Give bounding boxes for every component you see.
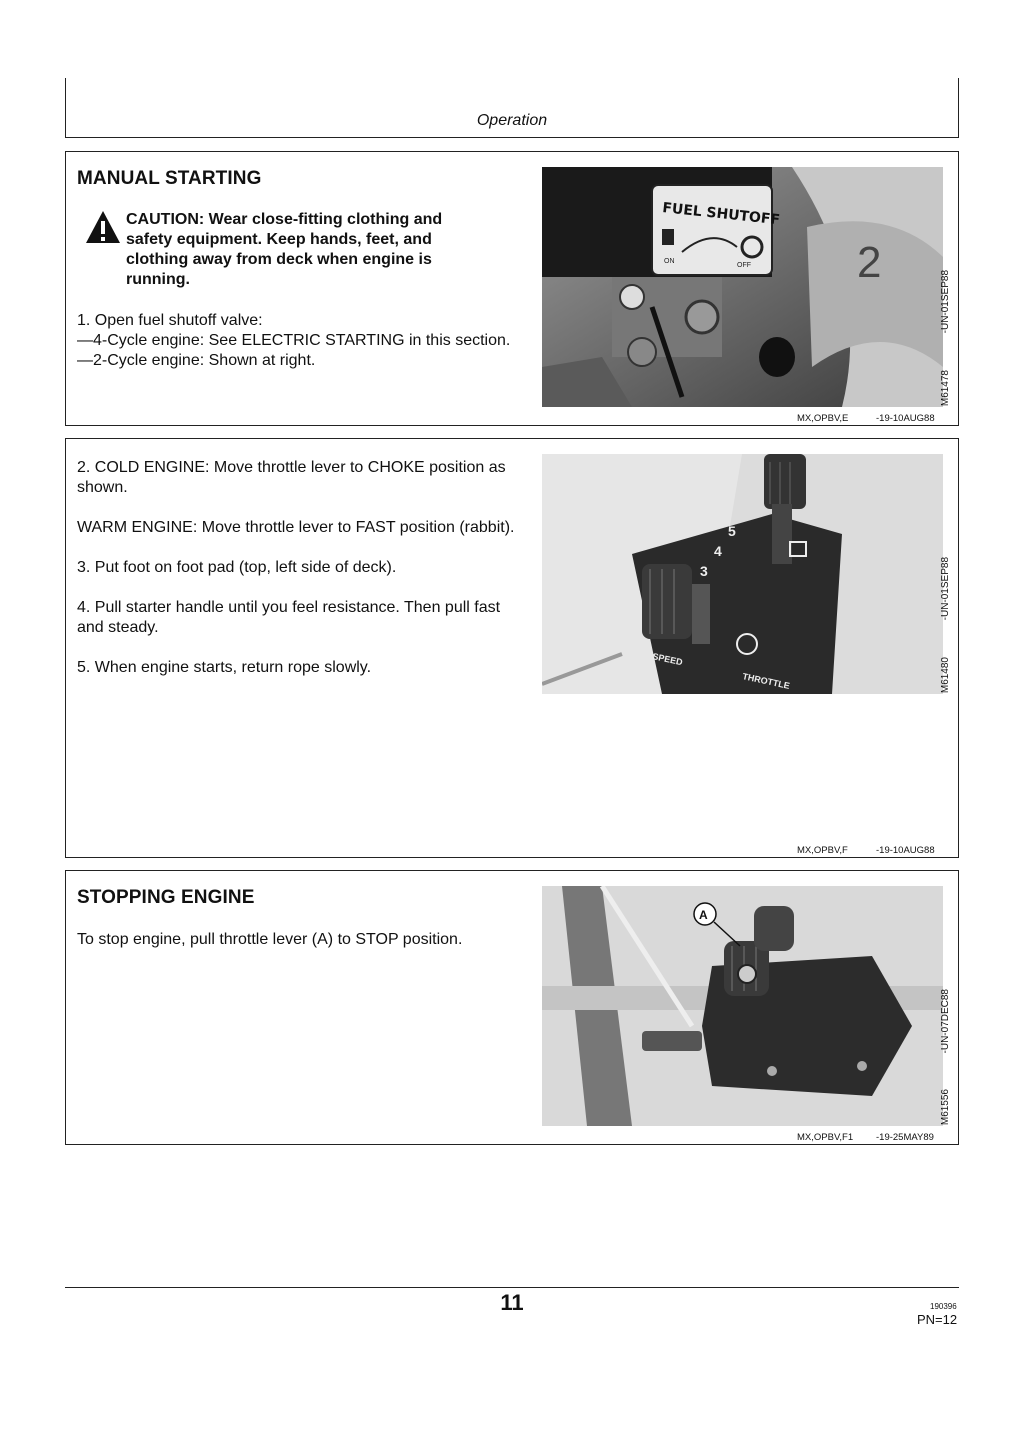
step-text: 1. Open fuel shutoff valve: <box>77 312 263 329</box>
reference-date: -19-25MAY89 <box>876 1132 934 1143</box>
figure-code-top: -UN-07DEC88 <box>940 989 951 1054</box>
page-number: 11 <box>500 1290 524 1315</box>
throttle-choke-photo <box>542 454 943 694</box>
step-paragraph: To stop engine, pull throttle lever (A) to STOP position. <box>77 931 463 948</box>
off-label: OFF <box>737 262 751 269</box>
pn-number: PN=12 <box>917 1312 958 1327</box>
callout-a-label: A <box>699 908 708 922</box>
stopping-engine-steps <box>77 930 517 970</box>
step-text: —4-Cycle engine: See ELECTRIC STARTING in this section. <box>77 332 511 349</box>
speed-label: SPEED <box>651 651 684 668</box>
throttle-label: THROTTLE <box>741 671 791 691</box>
position-5-label: 5 <box>728 523 736 539</box>
reference-date: -19-10AUG88 <box>876 845 935 856</box>
reference-code: MX,OPBV,F <box>797 845 848 856</box>
manual-starting-heading: MANUAL STARTING <box>77 168 262 189</box>
warning-icon <box>85 210 121 244</box>
caution-text: CAUTION: Wear close-fitting clothing and safety equipment. Keep hands, feet, and clothing away from deck when engine is running. <box>126 211 443 288</box>
figure-code-bottom: M61556 <box>940 1089 951 1126</box>
manual-starting-section <box>65 151 959 426</box>
section-title: Operation <box>476 112 548 129</box>
stopping-engine-heading: STOPPING ENGINE <box>77 887 255 908</box>
figure-code-top: -UN-01SEP88 <box>940 557 951 621</box>
fuel-shutoff-label: FUEL SHUTOFF <box>661 200 781 229</box>
figure-code-bottom: M61480 <box>940 657 951 694</box>
reference-code: MX,OPBV,F1 <box>797 1132 854 1143</box>
document-date: 190396 <box>930 1302 957 1311</box>
step-text: —2-Cycle engine: Shown at right. <box>77 352 316 369</box>
start-procedure-section <box>65 438 959 858</box>
manual-starting-steps <box>77 311 517 371</box>
start-procedure-steps <box>77 458 517 698</box>
figure-code-bottom: M61478 <box>940 370 951 407</box>
reference-date: -19-10AUG88 <box>876 413 935 424</box>
fuel-shutoff-photo <box>542 167 943 407</box>
step-paragraph: 2. COLD ENGINE: Move throttle lever to CHOKE position as shown. <box>77 459 506 496</box>
position-3-label: 3 <box>700 563 708 579</box>
step-paragraph: 3. Put foot on foot pad (top, left side of deck). <box>77 559 397 576</box>
deck-number: 2 <box>857 238 882 287</box>
step-paragraph: 5. When engine starts, return rope slowly. <box>77 659 372 676</box>
page-header <box>65 78 959 138</box>
stopping-engine-section <box>65 870 959 1145</box>
footer-rule <box>65 1287 959 1288</box>
throttle-stop-photo <box>542 886 943 1126</box>
step-paragraph: WARM ENGINE: Move throttle lever to FAST position (rabbit). <box>77 519 515 536</box>
step-paragraph: 4. Pull starter handle until you feel resistance. Then pull fast and steady. <box>77 599 501 636</box>
reference-code: MX,OPBV,E <box>797 413 849 424</box>
position-4-label: 4 <box>714 543 722 559</box>
figure-code-top: -UN-01SEP88 <box>940 270 951 334</box>
on-label: ON <box>664 258 675 265</box>
